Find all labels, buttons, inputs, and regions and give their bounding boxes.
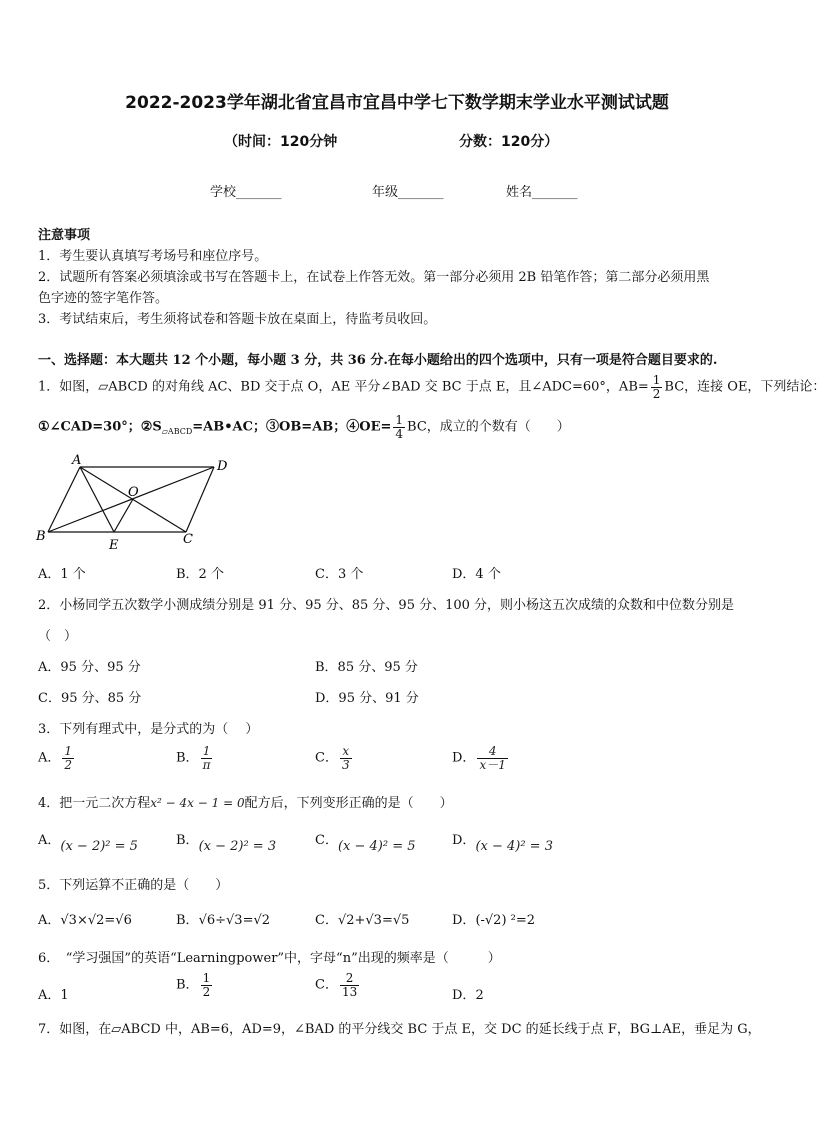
- q1-option-a[interactable]: A．1 个: [38, 567, 86, 582]
- q2-option-c[interactable]: C．95 分、85 分: [38, 691, 142, 706]
- q1-text-e: BC，成立的个数有（ ）: [407, 419, 570, 435]
- q6-option-a[interactable]: [38, 984, 69, 1003]
- q2-option-a[interactable]: A．95 分、95 分: [38, 660, 141, 675]
- q1-text-b: BC，连接 OE，下列结论：: [664, 379, 825, 395]
- q4-expr-c: (x − 4)² = 5: [337, 839, 416, 854]
- q4-option-d[interactable]: [452, 835, 553, 854]
- q3-frac-d-num: 4: [488, 744, 497, 758]
- q6-frac-c: [340, 972, 359, 998]
- q5-option-a[interactable]: [38, 909, 132, 928]
- label-b: B: [36, 529, 46, 544]
- q4-label-c: C．: [315, 833, 338, 848]
- notes-heading: 注意事项: [38, 228, 91, 243]
- q3-option-a[interactable]: [38, 745, 76, 771]
- q4-option-c[interactable]: [315, 835, 416, 854]
- q6-frac-c-den: 13: [341, 984, 358, 999]
- q4-expr-b: (x − 2)² = 3: [198, 839, 277, 854]
- q3-frac-c-den: 3: [341, 757, 350, 772]
- q3-frac-a: [62, 745, 74, 771]
- q5-expr-b: √6÷√3=√2: [198, 913, 271, 928]
- notes-item: 3．考试结束后，考生须将试卷和答题卡放在桌面上，待监考员收回。: [38, 312, 437, 327]
- q3-frac-a-num: 1: [64, 744, 73, 758]
- q5-option-b[interactable]: [176, 909, 270, 928]
- q1-text-d: =AB•AC；③OB=AB；④OE=: [192, 419, 392, 435]
- q3-label-d: D．: [452, 750, 476, 766]
- q1-stem-line1: [38, 374, 825, 400]
- q6-label-d: D．: [452, 988, 476, 1003]
- parallelogram-figure: [34, 452, 234, 552]
- label-a: A: [72, 453, 82, 468]
- q6-label-b: B．: [176, 977, 199, 993]
- q4-option-b[interactable]: [176, 835, 276, 854]
- q4-label-d: D．: [452, 833, 476, 848]
- q6-option-c[interactable]: [315, 972, 361, 998]
- q1-frac-num: 1: [652, 373, 661, 387]
- q6-option-b[interactable]: [176, 972, 214, 998]
- q1-frac-den: 2: [652, 386, 661, 401]
- q4-label-b: B．: [176, 833, 199, 848]
- q3-frac-c: [340, 745, 352, 771]
- q4-text-a: 4．把一元二次方程: [38, 796, 151, 811]
- q1-option-c[interactable]: C．3 个: [315, 567, 364, 582]
- q3-frac-a-den: 2: [64, 757, 73, 772]
- q3-frac-c-num: x: [342, 744, 350, 758]
- q4-option-a[interactable]: [38, 835, 138, 854]
- q1-frac2-den: 4: [395, 426, 404, 441]
- q6-frac-b-den: 2: [202, 984, 211, 999]
- q2-option-d[interactable]: D．95 分、91 分: [315, 691, 419, 706]
- q2-option-b[interactable]: B．85 分、95 分: [315, 660, 418, 675]
- q6-stem: 6． “学习强国”的英语“Learningpower”中，字母“n”出现的频率是（ ）: [38, 951, 501, 966]
- notes-item: 色字迹的签字笔作答。: [38, 291, 169, 306]
- q5-label-a: A．: [38, 913, 61, 928]
- q5-expr-d: (-√2) ²=2: [475, 913, 536, 928]
- q5-option-d[interactable]: [452, 909, 535, 928]
- q6-option-d[interactable]: [452, 984, 484, 1003]
- q3-frac-d: [477, 745, 507, 771]
- notes-item: 1．考生要认真填写考场号和座位序号。: [38, 249, 268, 264]
- q2-stem-line2: （ ）: [38, 629, 78, 644]
- q3-label-b: B．: [176, 750, 199, 766]
- q3-option-c[interactable]: [315, 745, 354, 771]
- q4-stem: [38, 792, 453, 811]
- q1-stem-line2: [38, 414, 570, 440]
- q4-expr-a: (x − 2)² = 5: [60, 839, 138, 854]
- q6-label-a: A．: [38, 988, 61, 1003]
- q5-option-c[interactable]: [315, 909, 409, 928]
- q3-frac-b: [201, 745, 213, 771]
- q1-frac2-num: 1: [395, 413, 404, 427]
- label-d: D: [217, 459, 228, 474]
- q5-label-b: B．: [176, 913, 199, 928]
- label-e: E: [109, 538, 119, 553]
- q1-text-c: ①∠CAD=30°；②S: [38, 419, 162, 435]
- q3-frac-d-den: x－1: [479, 757, 506, 772]
- q2-stem-line1: 2．小杨同学五次数学小测成绩分别是 91 分、95 分、85 分、95 分、100 分，则小杨这五次成绩的众数和中位数分别是: [38, 598, 735, 613]
- label-o: O: [128, 485, 139, 500]
- segment-oe: [114, 499, 133, 532]
- q4-label-a: A．: [38, 833, 61, 848]
- q4-equation: x² − 4x − 1 = 0: [150, 796, 245, 810]
- q4-text-b: 配方后，下列变形正确的是（ ）: [244, 796, 453, 811]
- q3-option-d[interactable]: [452, 745, 510, 771]
- q1-option-d[interactable]: D．4 个: [452, 567, 501, 582]
- q3-option-b[interactable]: [176, 745, 214, 771]
- q4-expr-d: (x − 4)² = 3: [475, 839, 553, 854]
- notes-item: 2．试题所有答案必须填涂或书写在答题卡上，在试卷上作答无效。第一部分必须用 2B 铅笔作答；第二部分必须用黑: [38, 270, 710, 285]
- section-heading: 一、选择题：本大题共 12 个小题，每小题 3 分，共 36 分.在每小题给出的四个选项中，只有一项是符合题目要求的.: [38, 353, 718, 368]
- q6-frac-b-num: 1: [202, 971, 211, 985]
- q3-label-a: A．: [38, 750, 61, 766]
- label-c: C: [183, 532, 193, 547]
- q6-frac-c-num: 2: [345, 971, 354, 985]
- q1-option-b[interactable]: B．2 个: [176, 567, 224, 582]
- q1-fraction-2: [393, 414, 405, 440]
- grade-field: 年级_______: [372, 185, 444, 200]
- q3-label-c: C．: [315, 750, 338, 766]
- q5-label-c: C．: [315, 913, 338, 928]
- school-field: 学校_______: [210, 185, 282, 200]
- q5-expr-a: √3×√2=√6: [60, 913, 132, 928]
- q1-text-a: 1．如图，▱ABCD 的对角线 AC、BD 交于点 O，AE 平分∠BAD 交 BC 于点 E，且∠ADC=60°，AB=: [38, 379, 649, 395]
- q7-stem-line1: 7．如图，在▱ABCD 中，AB=6，AD=9，∠BAD 的平分线交 BC 于点 E，交 DC 的延长线于点 F，BG⊥AE，垂足为 G，: [38, 1022, 761, 1037]
- q3-frac-b-den: π: [202, 757, 211, 772]
- q6-value-d: 2: [475, 988, 484, 1003]
- q3-stem: 3．下列有理式中，是分式的为（ ）: [38, 722, 259, 737]
- page-title: 2022-2023学年湖北省宜昌市宜昌中学七下数学期末学业水平测试试题: [125, 93, 669, 113]
- q6-label-c: C．: [315, 977, 338, 993]
- q6-value-a: 1: [60, 988, 69, 1003]
- q5-stem: 5．下列运算不正确的是（ ）: [38, 878, 229, 893]
- q3-frac-b-num: 1: [202, 744, 211, 758]
- name-field: 姓名_______: [506, 185, 578, 200]
- q1-subscript: ▱ABCD: [161, 427, 193, 437]
- exam-time: （时间：120分钟: [224, 134, 338, 150]
- q1-fraction: [651, 374, 663, 400]
- exam-score: 分数：120分）: [459, 134, 559, 150]
- q5-label-d: D．: [452, 913, 476, 928]
- side-ba: [48, 467, 80, 532]
- q6-frac-b: [201, 972, 213, 998]
- q5-expr-c: √2+√3=√5: [337, 913, 410, 928]
